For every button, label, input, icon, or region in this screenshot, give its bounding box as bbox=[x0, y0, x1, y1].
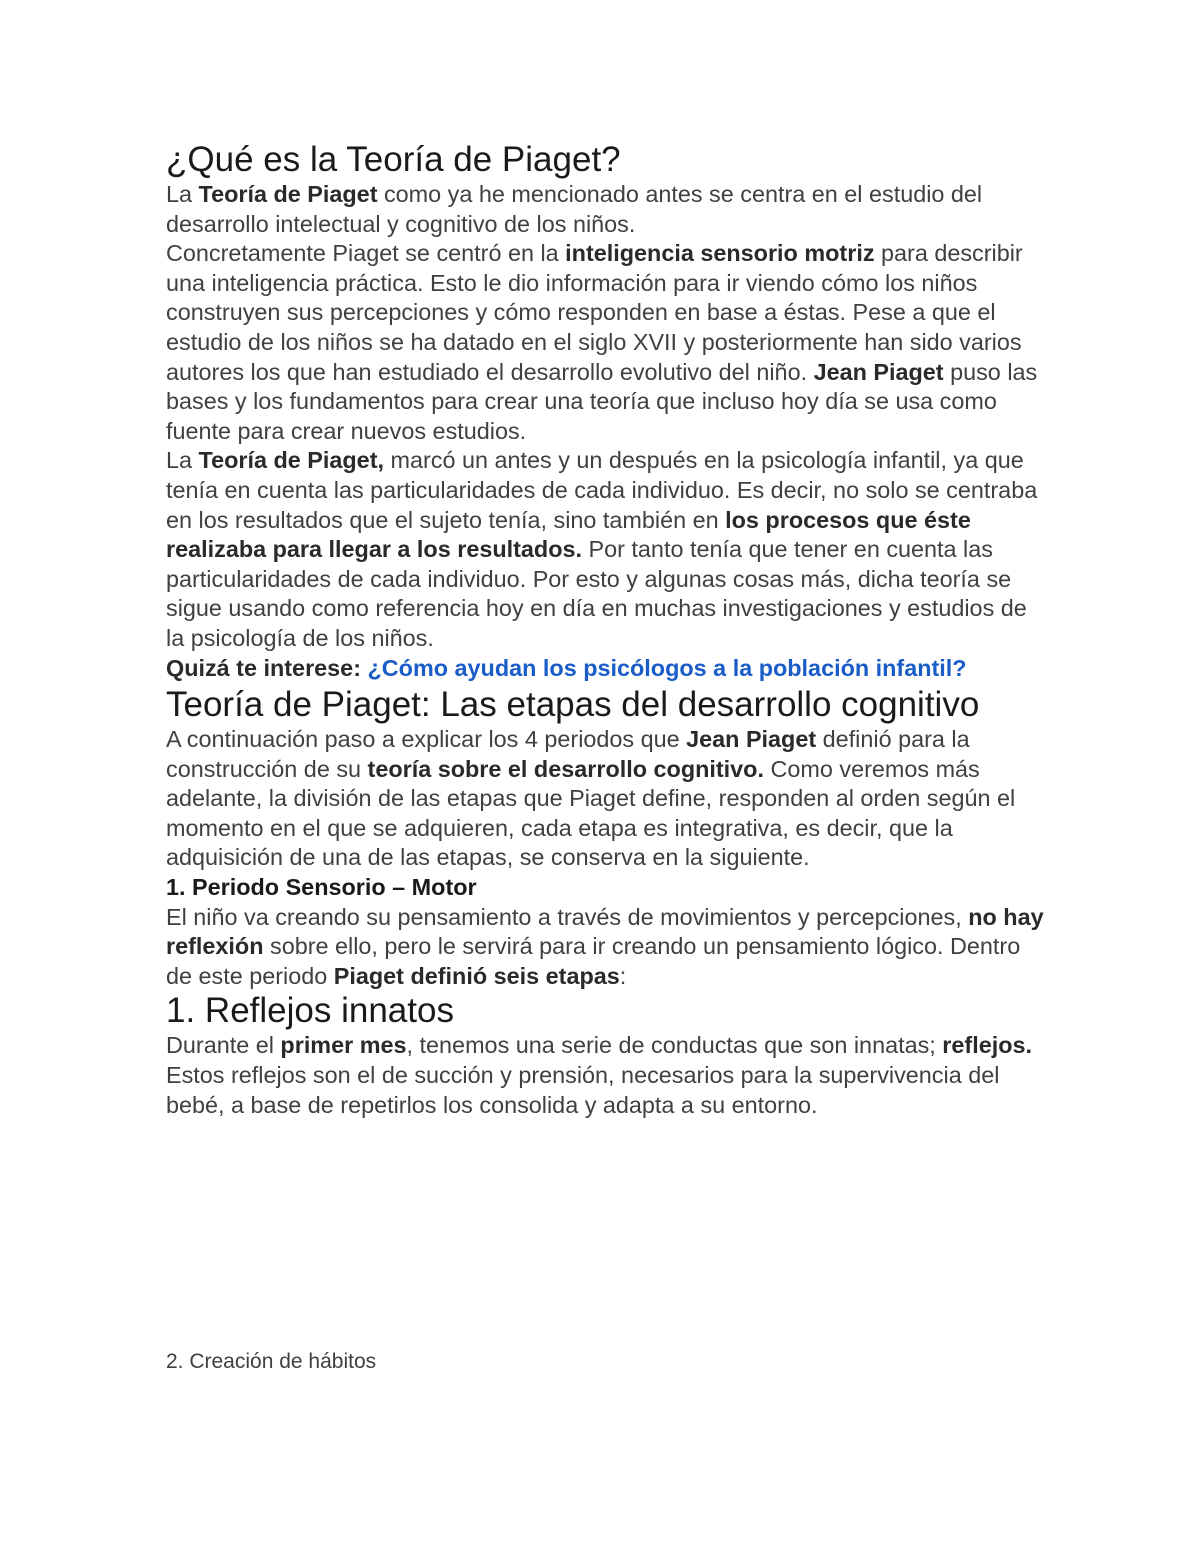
bold-run: Piaget definió seis etapas bbox=[333, 962, 620, 989]
text-run: Estos reflejos son el de succión y prensión, necesarios para la supervivencia del bebé, a base de repetirlos los consolida y adapta a su entorno. bbox=[166, 1062, 1000, 1118]
text-run: A continuación paso a explicar los 4 periodos que bbox=[166, 726, 687, 753]
text-run: , tenemos una serie de conductas que son innatas; bbox=[406, 1032, 943, 1059]
paragraph-continuacion bbox=[166, 725, 1046, 873]
paragraph-intro bbox=[166, 180, 1046, 239]
bold-run: Jean Piaget bbox=[686, 726, 817, 753]
paragraph-nino-creando bbox=[166, 903, 1046, 992]
text-run: sobre ello, pero le servirá para ir creando un pensamiento lógico. Dentro de este periodo bbox=[166, 933, 1021, 989]
bold-run: reflejos. bbox=[942, 1032, 1032, 1059]
section-heading-reflejos: 1. Reflejos innatos bbox=[166, 991, 454, 1031]
section-heading-que-es: ¿Qué es la Teoría de Piaget? bbox=[166, 140, 621, 179]
paragraph-concretamente bbox=[166, 239, 1046, 446]
related-label: Quizá te interese: bbox=[166, 654, 368, 681]
section-heading-etapas: Teoría de Piaget: Las etapas del desarrollo cognitivo bbox=[166, 685, 980, 725]
text-run: Durante el bbox=[166, 1032, 281, 1059]
related-article bbox=[166, 654, 1046, 684]
text-run: Por tanto tenía que tener en cuenta las particularidades de cada individuo. Por esto y algunas cosas más, dicha teoría se sigue usando como referencia hoy en día en muchas investigaciones y estudios de la psicología de los niños. bbox=[166, 536, 1027, 651]
text-run: puso las bases y los fundamentos para crear una teoría que incluso hoy día se usa como fuente para crear nuevos estudios. bbox=[166, 358, 1038, 444]
bold-run: no hay reflexión bbox=[166, 903, 1044, 960]
paragraph-primer-mes bbox=[166, 1031, 1046, 1120]
text-run: para describir una inteligencia práctica. Esto le dio información para ir viendo cómo los niños construyen sus percepciones y cómo responden en base a éstas. Pese a que el estudio de los niños se ha datado en el siglo XVII y posteriormente han sido varios autores los que han estudiado el desarrollo evolutivo del niño. bbox=[166, 240, 1023, 385]
bold-run: inteligencia sensorio motriz bbox=[565, 240, 875, 267]
text-run: : bbox=[619, 962, 627, 989]
list-item-creacion-habitos: 2. Creación de hábitos bbox=[166, 1350, 377, 1373]
text-run: La bbox=[166, 447, 199, 474]
text-run: como ya he mencionado antes se centra en el estudio del desarrollo intelectual y cognitivo de los niños. bbox=[166, 181, 983, 237]
paragraph-teoria-marco bbox=[166, 446, 1046, 653]
related-article-link[interactable]: ¿Cómo ayudan los psicólogos a la población infantil? bbox=[367, 654, 967, 681]
text-run: Como veremos más adelante, la división de las etapas que Piaget define, responden al orden según el momento en el que se adquieren, cada etapa es integrativa, es decir, que la adquisición de una de las etapas, se conserva en la siguiente. bbox=[166, 755, 1016, 871]
bold-run: Teoría de Piaget, bbox=[198, 447, 384, 474]
bold-run: primer mes bbox=[280, 1032, 407, 1059]
bold-run: los procesos que éste realizaba para llegar a los resultados. bbox=[166, 506, 971, 563]
text-run: Concretamente Piaget se centró en la bbox=[166, 240, 566, 267]
text-run: El niño va creando su pensamiento a través de movimientos y percepciones, bbox=[166, 903, 969, 930]
text-run: definió para la construcción de su bbox=[166, 726, 970, 782]
bold-run: Teoría de Piaget bbox=[198, 181, 378, 207]
subheading-periodo-sensorio-motor: 1. Periodo Sensorio – Motor bbox=[166, 874, 477, 901]
bold-run: teoría sobre el desarrollo cognitivo. bbox=[367, 755, 764, 782]
text-run: La bbox=[166, 181, 199, 207]
document-body bbox=[166, 140, 1046, 1120]
text-run: marcó un antes y un después en la psicología infantil, ya que tenía en cuenta las particularidades de cada individuo. Es decir, no solo se centraba en los resultados que el sujeto tenía, sino también en bbox=[166, 447, 1038, 533]
bold-run: Jean Piaget bbox=[813, 358, 944, 385]
